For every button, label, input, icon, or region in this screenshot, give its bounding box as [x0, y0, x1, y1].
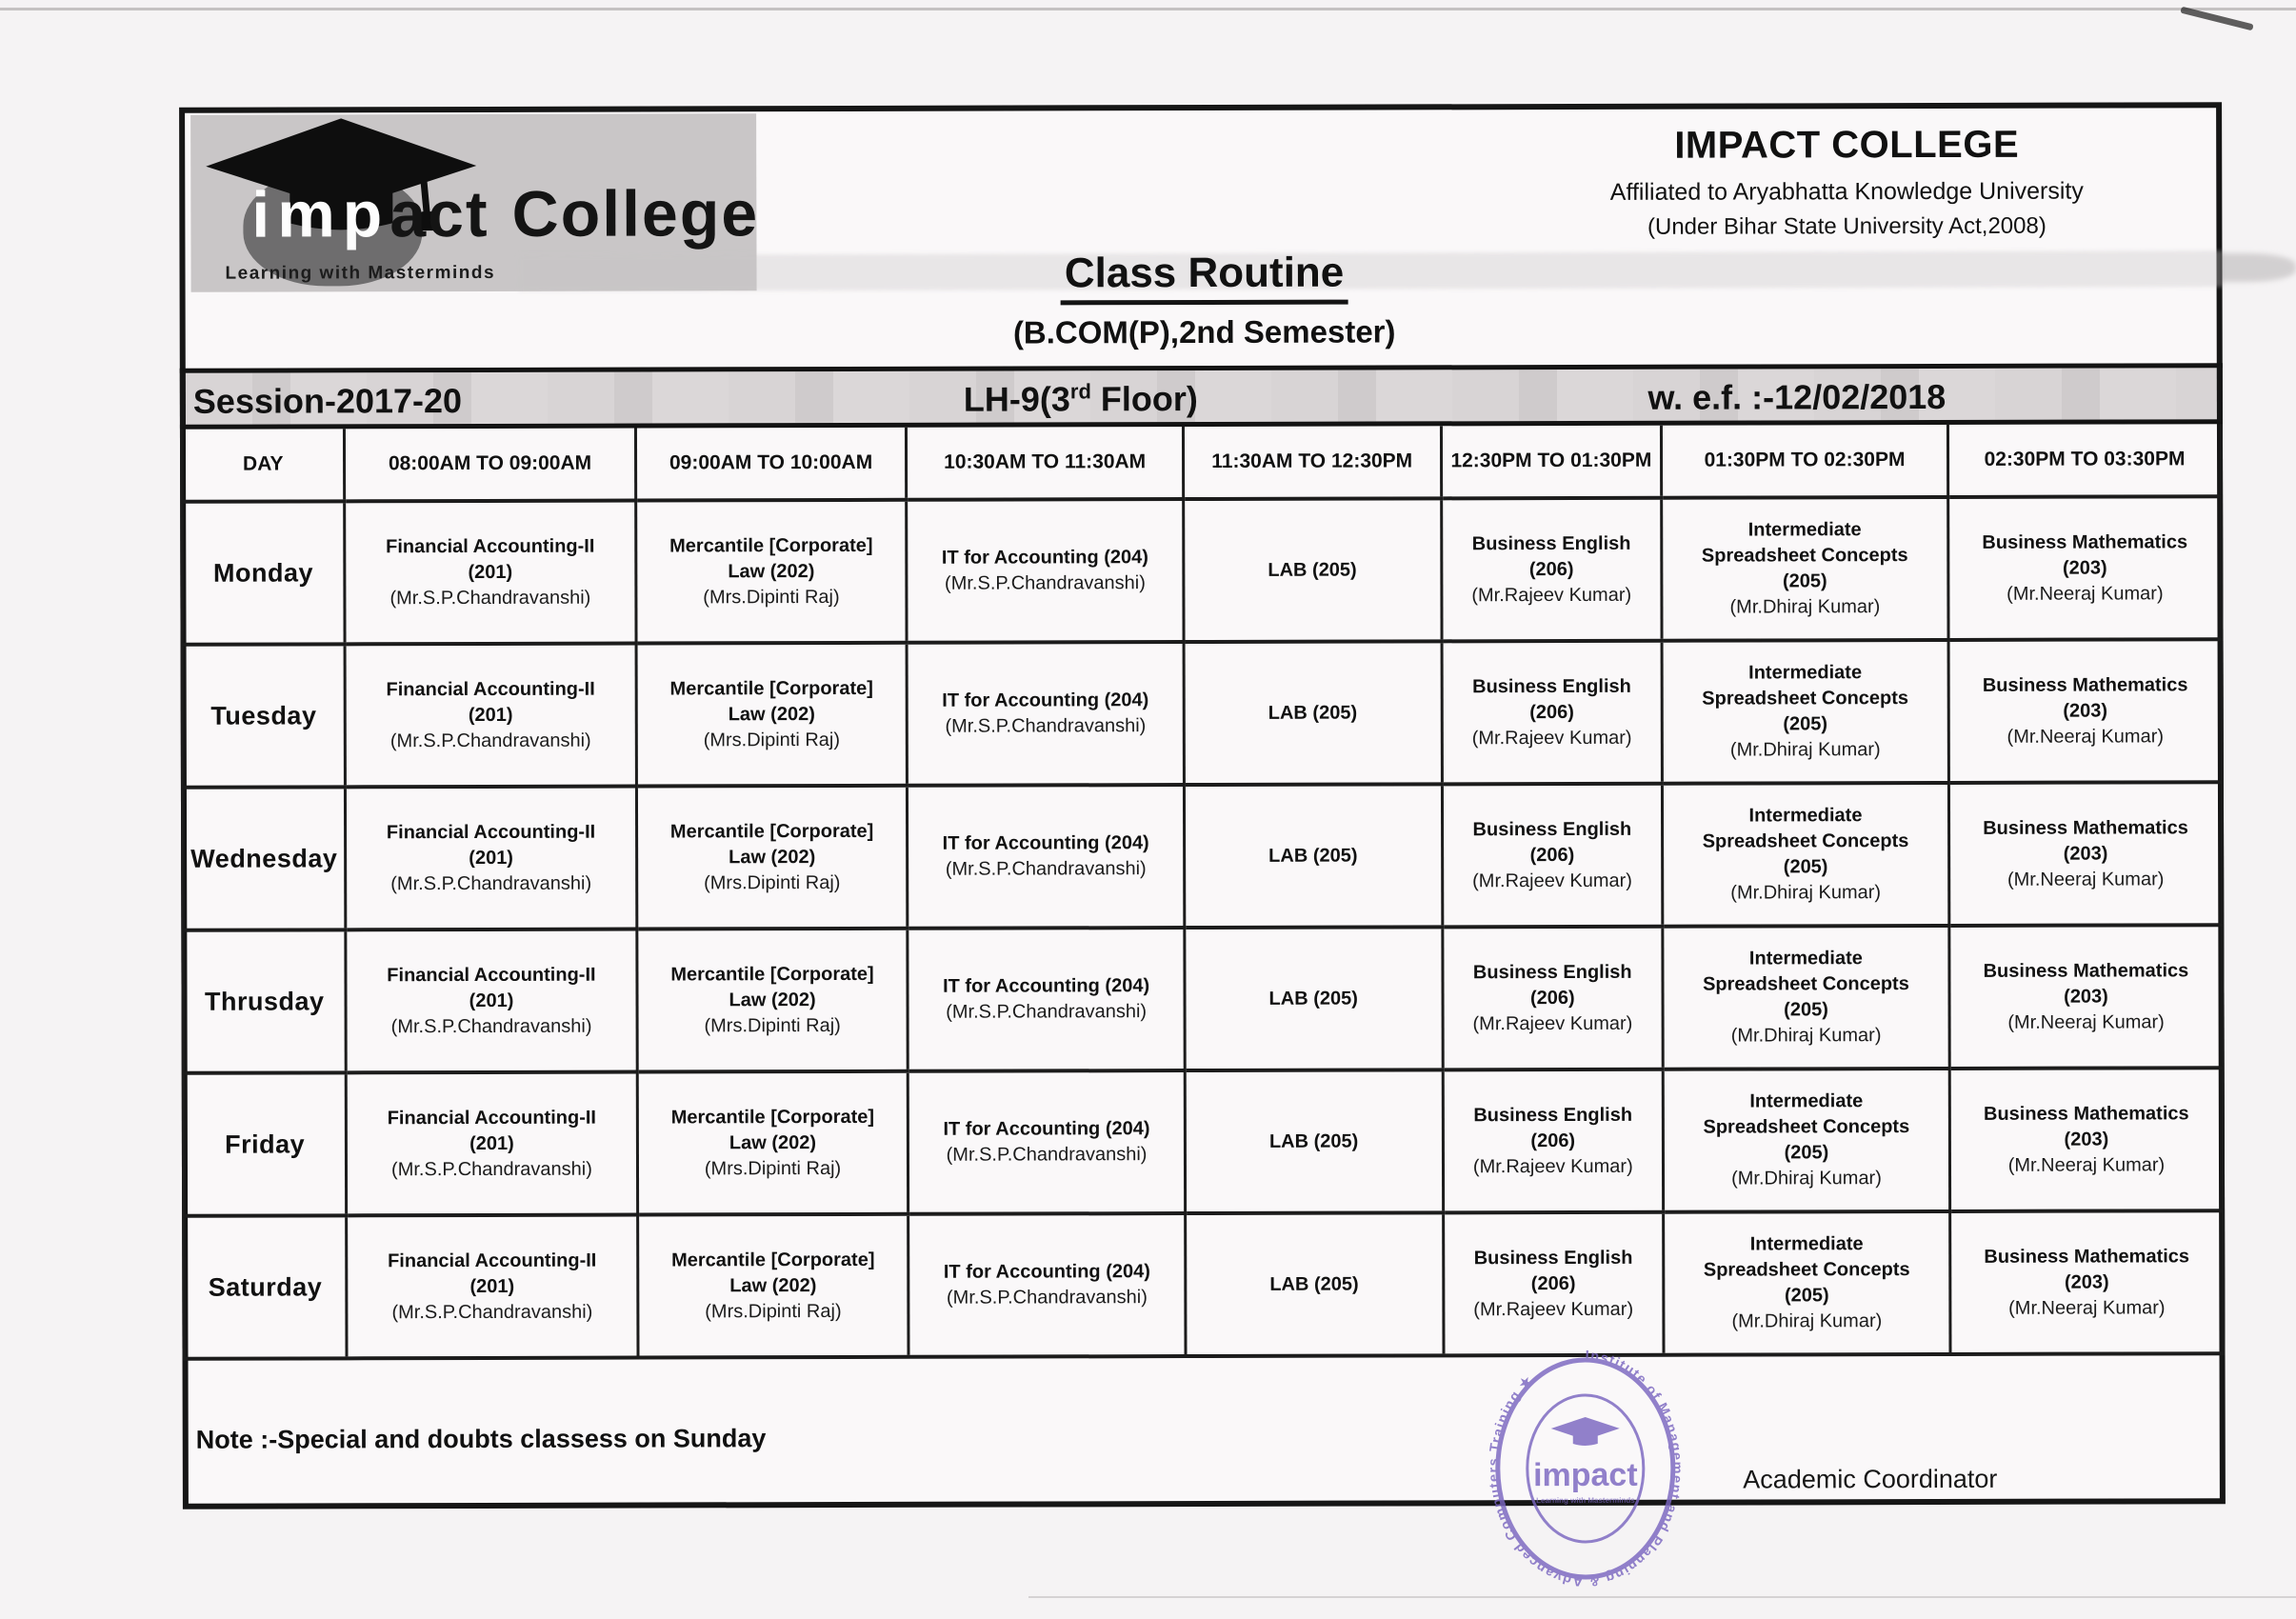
- logo-word-imp: imp: [251, 178, 390, 251]
- subject-line: Financial Accounting-II: [386, 678, 595, 700]
- class-cell: [1948, 639, 2222, 783]
- teacher-line: (Mr.Rajeev Kumar): [1471, 727, 1632, 749]
- class-cell: [637, 1071, 908, 1215]
- page-subtitle: (B.COM(P),2nd Semester): [1012, 313, 1396, 350]
- class-cell: [908, 642, 1185, 786]
- subject-line: Business English: [1473, 1247, 1633, 1269]
- college-header: [1475, 123, 2218, 241]
- day-cell: Friday: [183, 1072, 347, 1215]
- subject-line: (206): [1530, 1129, 1576, 1151]
- class-cell: [908, 1070, 1186, 1214]
- class-cell: [1185, 1069, 1443, 1213]
- teacher-line: (Mrs.Dipinti Raj): [704, 871, 841, 893]
- subject-line: Intermediate: [1749, 1090, 1864, 1112]
- subject-line: Intermediate: [1748, 662, 1863, 684]
- subject-line: IT for Accounting (204): [942, 832, 1149, 854]
- class-cell: [1663, 926, 1949, 1069]
- table-row: [182, 496, 2222, 645]
- teacher-line: (Mr.Rajeev Kumar): [1472, 1012, 1633, 1034]
- teacher-line: (Mr.S.P.Chandravanshi): [389, 587, 591, 609]
- class-cell: [345, 501, 636, 645]
- stamp-center-text: impact: [1532, 1456, 1638, 1494]
- class-cell: [908, 928, 1185, 1071]
- stamp-ring-text: Institute of Management and Planning & Advanced Computers Training ★: [1486, 1348, 1685, 1589]
- subject-line: Spreadsheet Concepts: [1702, 830, 1909, 852]
- subject-line: (205): [1784, 999, 1828, 1021]
- teacher-line: (Mrs.Dipinti Raj): [704, 1157, 842, 1179]
- subject-line: (201): [468, 704, 513, 726]
- location-label: LH-9(3rd Floor): [963, 379, 1198, 419]
- teacher-line: (Mr.Dhiraj Kumar): [1730, 1025, 1882, 1047]
- day-column-header: DAY: [181, 429, 345, 501]
- subject-line: (201): [469, 1132, 514, 1154]
- teacher-line: (Mr.Neeraj Kumar): [2007, 868, 2165, 890]
- subject-line: Mercantile [Corporate]: [670, 963, 874, 985]
- class-cell: [347, 1215, 638, 1359]
- subject-line: Spreadsheet Concepts: [1702, 688, 1909, 710]
- subject-line: IT for Accounting (204): [942, 690, 1149, 711]
- class-cell: [1442, 927, 1663, 1070]
- subject-line: (203): [2064, 1129, 2109, 1150]
- table-body: [182, 496, 2224, 1359]
- subject-line: (206): [1529, 844, 1575, 866]
- class-cell: [1443, 1069, 1664, 1213]
- subject-line: Spreadsheet Concepts: [1703, 973, 1909, 995]
- class-cell: [636, 929, 908, 1072]
- teacher-line: (Mr.S.P.Chandravanshi): [946, 1144, 1148, 1166]
- subject-line: Law (202): [729, 989, 816, 1010]
- affiliation-line: Affiliated to Aryabhatta Knowledge University: [1609, 177, 2084, 206]
- class-cell: [1184, 784, 1442, 928]
- teacher-line: (Mr.Neeraj Kumar): [2007, 725, 2165, 748]
- subject-line: (203): [2063, 843, 2108, 865]
- subject-line: Financial Accounting-II: [387, 964, 596, 986]
- class-cell: [1950, 1210, 2224, 1354]
- day-cell: Tuesday: [182, 644, 346, 787]
- subject-line: Business Mathematics: [1983, 1102, 2189, 1125]
- teacher-line: (Mr.S.P.Chandravanshi): [391, 1158, 592, 1180]
- table-row: [184, 1210, 2224, 1359]
- subject-line: Mercantile [Corporate]: [669, 534, 873, 556]
- subject-line: (201): [469, 989, 514, 1011]
- teacher-line: (Mr.S.P.Chandravanshi): [946, 1287, 1148, 1309]
- teacher-line: (Mr.Dhiraj Kumar): [1729, 596, 1881, 618]
- subject-line: (205): [1783, 856, 1828, 878]
- teacher-line: (Mr.S.P.Chandravanshi): [389, 730, 591, 751]
- subject-line: Business Mathematics: [1984, 1245, 2190, 1268]
- teacher-line: (Mr.Rajeev Kumar): [1473, 1298, 1634, 1320]
- subject-line: Spreadsheet Concepts: [1703, 1116, 1910, 1138]
- signature-label: Academic Coordinator: [1743, 1464, 1998, 1494]
- class-cell: [1662, 497, 1948, 641]
- subject-line: LAB (205): [1269, 1273, 1359, 1295]
- class-cell: [345, 644, 636, 788]
- college-stamp: [1461, 1326, 1709, 1612]
- teacher-line: (Mrs.Dipinti Raj): [704, 1014, 841, 1036]
- subject-line: (201): [469, 1275, 515, 1297]
- subject-line: (201): [469, 847, 513, 869]
- subject-line: IT for Accounting (204): [943, 975, 1150, 997]
- time-slot-header: 09:00AM TO 10:00AM: [635, 428, 907, 501]
- class-cell: [1948, 496, 2222, 640]
- class-cell: [1662, 783, 1948, 927]
- class-cell: [346, 929, 637, 1073]
- subject-line: LAB (205): [1268, 1130, 1359, 1152]
- subject-line: Mercantile [Corporate]: [670, 1106, 875, 1128]
- subject-line: Business Mathematics: [1982, 673, 2188, 696]
- time-slot-header: 12:30PM TO 01:30PM: [1441, 426, 1662, 499]
- subject-line: LAB (205): [1268, 559, 1357, 581]
- class-cell: [907, 499, 1184, 643]
- teacher-line: (Mrs.Dipinti Raj): [703, 729, 841, 750]
- subject-line: (206): [1529, 701, 1574, 723]
- table-row: [182, 639, 2222, 788]
- teacher-line: (Mr.S.P.Chandravanshi): [946, 1001, 1148, 1023]
- subject-line: Business English: [1472, 675, 1631, 697]
- logo-wordmark: [251, 176, 759, 251]
- note-text: Note :-Special and doubts classess on Sunday: [195, 1424, 767, 1454]
- table-row: [183, 1068, 2223, 1216]
- subject-line: Business English: [1472, 818, 1632, 840]
- session-bar: [180, 363, 2223, 430]
- session-label: Session-2017-20: [192, 381, 463, 421]
- logo-word-act: act: [389, 177, 489, 251]
- subject-line: IT for Accounting (204): [943, 1261, 1150, 1283]
- class-cell: [1185, 1212, 1443, 1356]
- subject-line: Intermediate: [1749, 1233, 1864, 1255]
- teacher-line: (Mr.Neeraj Kumar): [2007, 1153, 2166, 1176]
- class-cell: [1949, 1068, 2223, 1211]
- teacher-line: (Mr.Neeraj Kumar): [2008, 1296, 2166, 1319]
- teacher-line: (Mr.S.P.Chandravanshi): [391, 1301, 593, 1323]
- stamp-cap-icon: [1551, 1417, 1620, 1446]
- class-cell: [908, 785, 1185, 929]
- subject-line: IT for Accounting (204): [943, 1118, 1150, 1140]
- subject-line: IT for Accounting (204): [941, 547, 1148, 569]
- teacher-line: (Mr.S.P.Chandravanshi): [945, 715, 1147, 737]
- class-cell: [908, 1213, 1186, 1357]
- class-cell: [1948, 782, 2222, 926]
- subject-line: LAB (205): [1268, 845, 1358, 867]
- subject-line: (206): [1529, 987, 1575, 1009]
- class-cell: [1949, 925, 2223, 1069]
- teacher-line: (Mr.Neeraj Kumar): [2007, 1010, 2165, 1033]
- scan-edge-line: [0, 8, 2296, 10]
- teacher-line: (Mrs.Dipinti Raj): [705, 1300, 842, 1322]
- subject-line: Spreadsheet Concepts: [1701, 545, 1908, 567]
- subject-line: Financial Accounting-II: [386, 821, 596, 843]
- subject-line: Mercantile [Corporate]: [669, 677, 873, 699]
- time-slot-header: 10:30AM TO 11:30AM: [907, 427, 1183, 500]
- time-slot-header: 08:00AM TO 09:00AM: [345, 429, 635, 502]
- day-cell: Saturday: [184, 1215, 348, 1358]
- subject-line: Law (202): [729, 1131, 817, 1153]
- class-cell: [635, 500, 907, 644]
- class-cell: [1442, 784, 1663, 928]
- teacher-line: (Mr.Dhiraj Kumar): [1729, 739, 1881, 761]
- teacher-line: (Mr.Rajeev Kumar): [1472, 869, 1632, 891]
- act-line: (Under Bihar State University Act,2008): [1647, 212, 2046, 240]
- logo-word-college: College: [511, 177, 760, 250]
- subject-line: Business English: [1473, 1104, 1633, 1126]
- class-cell: [636, 786, 908, 929]
- subject-line: Spreadsheet Concepts: [1703, 1259, 1910, 1281]
- subject-line: (203): [2063, 700, 2108, 722]
- class-cell: [346, 787, 637, 930]
- subject-line: (203): [2062, 557, 2107, 579]
- subject-line: Business Mathematics: [1982, 530, 2188, 553]
- college-name: IMPACT COLLEGE: [1674, 123, 2020, 167]
- subject-line: Business Mathematics: [1983, 959, 2189, 982]
- class-cell: [347, 1072, 638, 1216]
- class-routine-document: [179, 102, 2226, 1589]
- time-slot-header: 01:30PM TO 02:30PM: [1661, 425, 1947, 498]
- subject-line: (206): [1530, 1272, 1576, 1294]
- class-cell: [1441, 498, 1662, 642]
- subject-line: (201): [468, 561, 513, 583]
- class-routine-table: [180, 424, 2226, 1361]
- class-cell: [1663, 1069, 1949, 1212]
- subject-line: (206): [1528, 558, 1574, 580]
- class-cell: [637, 1214, 908, 1358]
- subject-line: (205): [1784, 1285, 1829, 1307]
- teacher-line: (Mr.Neeraj Kumar): [2007, 582, 2164, 605]
- subject-line: Law (202): [729, 1274, 817, 1296]
- teacher-line: (Mr.Rajeev Kumar): [1471, 584, 1632, 606]
- subject-line: Business English: [1471, 532, 1631, 554]
- subject-line: Business English: [1472, 961, 1632, 983]
- subject-line: LAB (205): [1268, 988, 1358, 1009]
- subject-line: Law (202): [728, 703, 815, 725]
- teacher-line: (Mrs.Dipinti Raj): [703, 586, 840, 608]
- teacher-line: (Mr.S.P.Chandravanshi): [945, 572, 1146, 594]
- teacher-line: (Mr.Dhiraj Kumar): [1731, 1310, 1883, 1332]
- document-title-block: [775, 249, 1632, 351]
- wef-label: w. e.f. :-12/02/2018: [1647, 376, 1947, 417]
- class-cell: [1184, 641, 1442, 785]
- table-header-row: [181, 424, 2221, 502]
- teacher-line: (Mr.Dhiraj Kumar): [1730, 882, 1882, 904]
- page-title: Class Routine: [1061, 250, 1348, 306]
- day-cell: Monday: [182, 501, 346, 644]
- subject-line: (205): [1782, 570, 1827, 592]
- teacher-line: (Mr.S.P.Chandravanshi): [390, 872, 592, 894]
- subject-line: Financial Accounting-II: [388, 1249, 597, 1271]
- time-slot-header: 11:30AM TO 12:30PM: [1183, 426, 1441, 499]
- teacher-line: (Mr.Dhiraj Kumar): [1731, 1168, 1882, 1189]
- subject-line: Intermediate: [1748, 948, 1863, 969]
- subject-line: (205): [1784, 1142, 1829, 1164]
- table-row: [182, 782, 2222, 930]
- class-cell: [636, 643, 908, 787]
- subject-line: Financial Accounting-II: [386, 535, 595, 557]
- stamp-tagline: Learning with Masterminds: [1536, 1495, 1635, 1506]
- teacher-line: (Mr.S.P.Chandravanshi): [390, 1015, 592, 1037]
- class-cell: [1442, 641, 1663, 785]
- day-cell: Wednesday: [182, 787, 346, 929]
- teacher-line: (Mr.S.P.Chandravanshi): [945, 858, 1147, 880]
- subject-line: Mercantile [Corporate]: [671, 1249, 875, 1270]
- class-cell: [1183, 498, 1441, 642]
- logo-tagline: Learning with Masterminds: [225, 262, 496, 284]
- subject-line: Intermediate: [1747, 519, 1862, 541]
- subject-line: Business Mathematics: [1983, 816, 2188, 839]
- subject-line: LAB (205): [1268, 702, 1358, 724]
- subject-line: Financial Accounting-II: [387, 1107, 596, 1129]
- subject-line: Law (202): [728, 560, 815, 582]
- time-slot-header: 02:30PM TO 03:30PM: [1947, 424, 2221, 497]
- class-cell: [1662, 640, 1948, 784]
- subject-line: Mercantile [Corporate]: [669, 820, 874, 842]
- class-cell: [1185, 927, 1443, 1070]
- subject-line: (203): [2064, 986, 2108, 1008]
- subject-line: Intermediate: [1748, 805, 1863, 827]
- day-cell: Thrusday: [183, 929, 347, 1072]
- subject-line: (203): [2064, 1271, 2109, 1293]
- table-row: [183, 925, 2223, 1073]
- teacher-line: (Mr.Rajeev Kumar): [1472, 1155, 1633, 1177]
- subject-line: Law (202): [729, 846, 816, 868]
- subject-line: (205): [1783, 713, 1828, 735]
